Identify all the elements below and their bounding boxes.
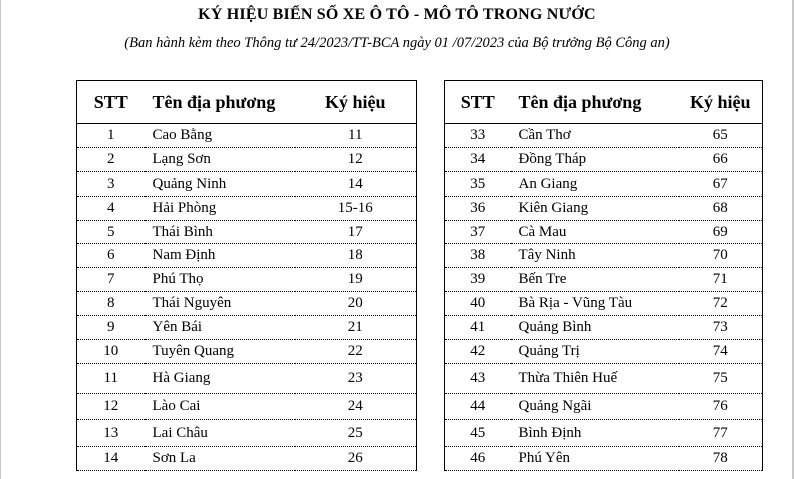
row-code-left: 26 bbox=[295, 447, 417, 471]
table-row bbox=[77, 292, 763, 316]
table-header-row bbox=[77, 81, 763, 124]
row-stt-left: 11 bbox=[77, 364, 145, 394]
row-stt-right: 43 bbox=[445, 364, 511, 394]
row-stt-left: 2 bbox=[77, 148, 145, 172]
row-code-left: 17 bbox=[295, 221, 417, 244]
row-locality-right: Thừa Thiên Huế bbox=[511, 364, 679, 394]
row-locality-left: Lào Cai bbox=[145, 394, 295, 420]
row-code-left: 22 bbox=[295, 340, 417, 364]
column-gap bbox=[417, 221, 445, 244]
header-stt-right: STT bbox=[445, 81, 511, 124]
row-stt-right: 33 bbox=[445, 124, 511, 148]
column-gap bbox=[417, 394, 445, 420]
row-stt-right: 44 bbox=[445, 394, 511, 420]
row-stt-left: 14 bbox=[77, 447, 145, 471]
row-stt-right: 36 bbox=[445, 197, 511, 221]
document-subtitle: (Ban hành kèm theo Thông tư 24/2023/TT-BCA ngày 01 /07/2023 của Bộ trưởng Bộ Công an) bbox=[124, 35, 670, 51]
row-code-left: 19 bbox=[295, 268, 417, 292]
row-code-right: 72 bbox=[679, 292, 763, 316]
row-locality-right: An Giang bbox=[511, 172, 679, 197]
row-code-left: 24 bbox=[295, 394, 417, 420]
column-gap bbox=[417, 447, 445, 471]
table-row bbox=[77, 268, 763, 292]
row-stt-right: 35 bbox=[445, 172, 511, 197]
column-gap bbox=[417, 292, 445, 316]
row-stt-right: 42 bbox=[445, 340, 511, 364]
row-code-right: 76 bbox=[679, 394, 763, 420]
column-gap bbox=[417, 148, 445, 172]
row-locality-right: Cần Thơ bbox=[511, 124, 679, 148]
column-gap bbox=[417, 197, 445, 221]
row-locality-right: Bến Tre bbox=[511, 268, 679, 292]
row-locality-right: Tây Ninh bbox=[511, 244, 679, 268]
table-row bbox=[77, 420, 763, 447]
row-locality-right: Cà Mau bbox=[511, 221, 679, 244]
column-gap bbox=[417, 172, 445, 197]
row-locality-left: Nam Định bbox=[145, 244, 295, 268]
column-gap bbox=[417, 340, 445, 364]
row-stt-right: 41 bbox=[445, 316, 511, 340]
page-border-left bbox=[0, 0, 1, 479]
row-locality-right: Đồng Tháp bbox=[511, 148, 679, 172]
row-code-left: 12 bbox=[295, 148, 417, 172]
row-stt-left: 10 bbox=[77, 340, 145, 364]
row-stt-right: 39 bbox=[445, 268, 511, 292]
row-stt-right: 34 bbox=[445, 148, 511, 172]
table-row bbox=[77, 221, 763, 244]
row-code-right: 73 bbox=[679, 316, 763, 340]
row-locality-left: Cao Bằng bbox=[145, 124, 295, 148]
row-code-left: 20 bbox=[295, 292, 417, 316]
row-locality-left: Lai Châu bbox=[145, 420, 295, 447]
row-locality-right: Bình Định bbox=[511, 420, 679, 447]
table-row bbox=[77, 244, 763, 268]
row-stt-left: 1 bbox=[77, 124, 145, 148]
row-locality-left: Thái Nguyên bbox=[145, 292, 295, 316]
row-locality-left: Sơn La bbox=[145, 447, 295, 471]
row-stt-left: 3 bbox=[77, 172, 145, 197]
table-row bbox=[77, 340, 763, 364]
row-code-left: 14 bbox=[295, 172, 417, 197]
row-code-left: 23 bbox=[295, 364, 417, 394]
row-stt-right: 45 bbox=[445, 420, 511, 447]
table-row bbox=[77, 316, 763, 340]
row-locality-right: Phú Yên bbox=[511, 447, 679, 471]
row-stt-right: 40 bbox=[445, 292, 511, 316]
row-code-right: 74 bbox=[679, 340, 763, 364]
column-gap bbox=[417, 420, 445, 447]
column-gap bbox=[417, 268, 445, 292]
row-stt-left: 9 bbox=[77, 316, 145, 340]
row-stt-left: 12 bbox=[77, 394, 145, 420]
row-code-right: 70 bbox=[679, 244, 763, 268]
row-stt-right: 38 bbox=[445, 244, 511, 268]
header-code-right: Ký hiệu bbox=[679, 81, 763, 124]
row-locality-right: Bà Rịa - Vũng Tàu bbox=[511, 292, 679, 316]
header-locality-right: Tên địa phương bbox=[511, 81, 679, 124]
row-locality-left: Hải Phòng bbox=[145, 197, 295, 221]
header-code-left: Ký hiệu bbox=[295, 81, 417, 124]
row-stt-left: 4 bbox=[77, 197, 145, 221]
document-title: KÝ HIỆU BIỂN SỐ XE Ô TÔ - MÔ TÔ TRONG NƯỚC bbox=[198, 6, 596, 23]
column-gap bbox=[417, 364, 445, 394]
row-locality-right: Quảng Trị bbox=[511, 340, 679, 364]
row-locality-right: Kiên Giang bbox=[511, 197, 679, 221]
row-locality-left: Thái Bình bbox=[145, 221, 295, 244]
row-code-right: 78 bbox=[679, 447, 763, 471]
row-stt-left: 8 bbox=[77, 292, 145, 316]
row-locality-left: Phú Thọ bbox=[145, 268, 295, 292]
row-locality-left: Quảng Ninh bbox=[145, 172, 295, 197]
column-gap bbox=[417, 244, 445, 268]
row-stt-left: 13 bbox=[77, 420, 145, 447]
row-code-right: 66 bbox=[679, 148, 763, 172]
row-code-left: 11 bbox=[295, 124, 417, 148]
row-code-left: 18 bbox=[295, 244, 417, 268]
row-code-right: 77 bbox=[679, 420, 763, 447]
column-gap bbox=[417, 124, 445, 148]
row-stt-right: 37 bbox=[445, 221, 511, 244]
row-code-right: 65 bbox=[679, 124, 763, 148]
row-stt-left: 5 bbox=[77, 221, 145, 244]
row-code-left: 15-16 bbox=[295, 197, 417, 221]
row-code-right: 67 bbox=[679, 172, 763, 197]
header-stt-left: STT bbox=[77, 81, 145, 124]
table-row bbox=[77, 394, 763, 420]
row-locality-left: Lạng Sơn bbox=[145, 148, 295, 172]
table-row bbox=[77, 148, 763, 172]
row-stt-right: 46 bbox=[445, 447, 511, 471]
table-row bbox=[77, 447, 763, 471]
row-code-right: 69 bbox=[679, 221, 763, 244]
column-gap bbox=[417, 81, 445, 124]
table-row bbox=[77, 197, 763, 221]
license-plate-code-table bbox=[76, 80, 763, 471]
row-code-left: 25 bbox=[295, 420, 417, 447]
row-locality-left: Hà Giang bbox=[145, 364, 295, 394]
table-row bbox=[77, 364, 763, 394]
table-row bbox=[77, 124, 763, 148]
row-locality-left: Yên Bái bbox=[145, 316, 295, 340]
column-gap bbox=[417, 316, 445, 340]
table-row bbox=[77, 172, 763, 197]
row-stt-left: 6 bbox=[77, 244, 145, 268]
row-locality-left: Tuyên Quang bbox=[145, 340, 295, 364]
row-locality-right: Quảng Bình bbox=[511, 316, 679, 340]
row-code-right: 71 bbox=[679, 268, 763, 292]
row-code-right: 75 bbox=[679, 364, 763, 394]
header-locality-left: Tên địa phương bbox=[145, 81, 295, 124]
row-locality-right: Quảng Ngãi bbox=[511, 394, 679, 420]
row-code-right: 68 bbox=[679, 197, 763, 221]
row-code-left: 21 bbox=[295, 316, 417, 340]
row-stt-left: 7 bbox=[77, 268, 145, 292]
